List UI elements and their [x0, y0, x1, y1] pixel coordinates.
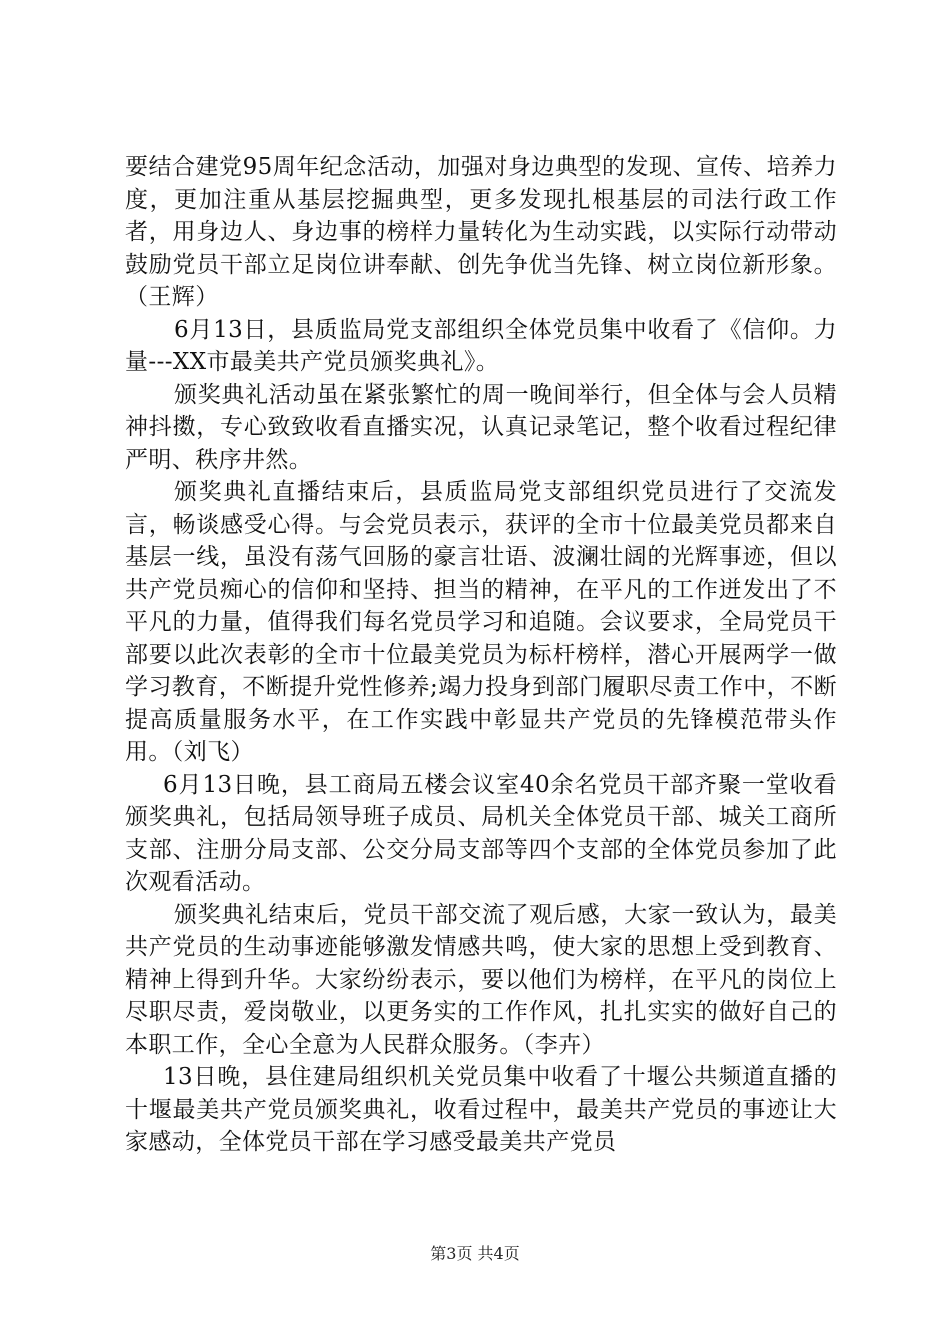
paragraph-1: 要结合建党95周年纪念活动，加强对身边典型的发现、宣传、培养力度，更加注重从基层挖掘典型，更多发现扎根基层的司法行政工作者，用身边人、身边事的榜样力量转化为生动实践，以实际行动带动鼓励党员干部立足岗位讲奉献、创先争优当先锋、树立岗位新形象。（王辉） — [125, 154, 837, 310]
document-body — [125, 151, 837, 1159]
paragraph-2: 6月13日，县质监局党支部组织全体党员集中收看了《信仰。力量---XX市最美共产党员颁奖典礼》。 — [125, 316, 837, 375]
paragraph-5: 6月13日晚，县工商局五楼会议室40余名党员干部齐聚一堂收看颁奖典礼，包括局领导班子成员、局机关全体党员干部、城关工商所支部、注册分局支部、公交分局支部等四个支部的全体党员参加了此次观看活动。 — [125, 771, 837, 895]
page-number-footer: 第3页 共4页 — [430, 1244, 520, 1263]
paragraph-4: 颁奖典礼直播结束后，县质监局党支部组织党员进行了交流发言，畅谈感受心得。与会党员表示，获评的全市十位最美党员都来自基层一线，虽没有荡气回肠的豪言壮语、波澜壮阔的光辉事迹，但以共产党员痴心的信仰和坚持、担当的精神，在平凡的工作迸发出了不平凡的力量，值得我们每名党员学习和追随。会议要求，全局党员干部要以此次表彰的全市十位最美党员为标杆榜样，潜心开展两学一做学习教育，不断提升党性修养;竭力投身到部门履职尽责工作中，不断提高质量服务水平，在工作实践中彰显共产党员的先锋模范带头作用。（刘飞） — [125, 479, 837, 765]
paragraph-7: 13日晚，县住建局组织机关党员集中收看了十堰公共频道直播的十堰最美共产党员颁奖典礼，收看过程中，最美共产党员的事迹让大家感动，全体党员干部在学习感受最美共产党员 — [125, 1064, 837, 1155]
paragraph-6: 颁奖典礼结束后，党员干部交流了观后感，大家一致认为，最美共产党员的生动事迹能够激发情感共鸣，使大家的思想上受到教育、精神上得到升华。大家纷纷表示，要以他们为榜样，在平凡的岗位上尽职尽责，爱岗敬业，以更务实的工作作风，扎扎实实的做好自己的本职工作，全心全意为人民群众服务。（李卉） — [125, 901, 837, 1058]
paragraph-3: 颁奖典礼活动虽在紧张繁忙的周一晚间举行，但全体与会人员精神抖擞，专心致致收看直播实况，认真记录笔记，整个收看过程纪律严明、秩序井然。 — [125, 381, 837, 473]
